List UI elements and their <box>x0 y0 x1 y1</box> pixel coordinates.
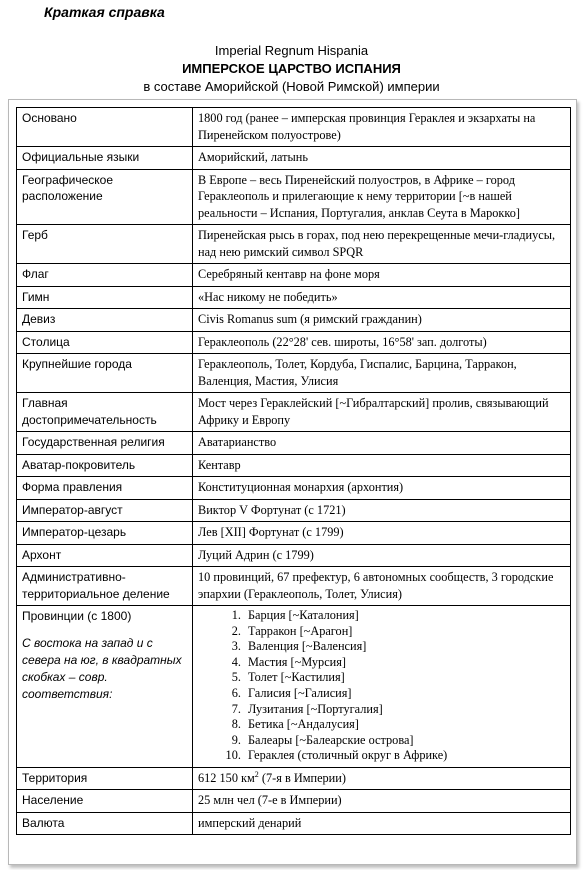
row-value: В Европе – весь Пиренейский полуостров, в Африке – город Гераклеополь и прилегающие к нему территории [~в нашей реальности – Испания, Португалия, анклав Сеута в Марокко] <box>193 169 571 225</box>
row-value: Пиренейская рысь в горах, под нею перекрещенные мечи-гладиусы, над нею римский символ SPQR <box>193 225 571 264</box>
list-item: 9. Балеары [~Балеарские острова] <box>244 733 565 749</box>
list-item: 4. Мастия [~Мурсия] <box>244 655 565 671</box>
list-item: 6. Галисия [~Галисия] <box>244 686 565 702</box>
title-subtitle: в составе Аморийской (Новой Римской) империи <box>143 79 440 94</box>
row-value: Лев [XII] Фортунат (с 1799) <box>193 522 571 545</box>
table-row <box>17 544 571 567</box>
area-value: 612 150 км <box>198 770 255 785</box>
provinces-list-cell <box>193 606 571 768</box>
table-row <box>17 169 571 225</box>
row-key: Валюта <box>17 812 193 835</box>
list-item: 8. Бетика [~Андалусия] <box>244 717 565 733</box>
table-row <box>17 812 571 835</box>
row-value: Виктор V Фортунат (с 1721) <box>193 499 571 522</box>
provinces-note: С востока на запад и с севера на юг, в квадратных скобках – совр. соответствия: <box>22 635 182 701</box>
list-item: 5. Толет [~Кастилия] <box>244 670 565 686</box>
row-value: Кентавр <box>193 454 571 477</box>
fact-sheet <box>8 99 577 865</box>
row-key: Аватар-покровитель <box>17 454 193 477</box>
list-item: 10. Гераклея (столичный округ в Африке) <box>244 748 565 764</box>
row-key: Географическое расположение <box>17 169 193 225</box>
document-title <box>0 42 583 96</box>
row-key: Император-август <box>17 499 193 522</box>
table-row <box>17 309 571 332</box>
row-key: Гимн <box>17 286 193 309</box>
row-key: Официальные языки <box>17 147 193 170</box>
row-value: Луций Адрин (с 1799) <box>193 544 571 567</box>
table-row <box>17 767 571 790</box>
table-row <box>17 354 571 393</box>
list-item: 3. Валенция [~Валенсия] <box>244 639 565 655</box>
area-rank: (7-я в Империи) <box>258 770 346 785</box>
provinces-list <box>198 608 565 764</box>
list-item: 1. Барция [~Каталония] <box>244 608 565 624</box>
row-value: Гераклеополь, Толет, Кордуба, Гиспалис, Барцина, Тарракон, Валенция, Мастия, Улисия <box>193 354 571 393</box>
row-value: Гераклеополь (22°28' сев. широты, 16°58' зап. долготы) <box>193 331 571 354</box>
table-row <box>17 331 571 354</box>
row-value <box>193 767 571 790</box>
table-row <box>17 264 571 287</box>
table-row <box>17 499 571 522</box>
title-latin: Imperial Regnum Hispania <box>214 43 369 58</box>
table-row <box>17 432 571 455</box>
row-key: Форма правления <box>17 477 193 500</box>
provinces-key <box>17 606 193 768</box>
row-key: Административно-территориальное деление <box>17 567 193 606</box>
row-value: 10 провинций, 67 префектур, 6 автономных сообществ, 3 городские эпархии (Гераклеополь, Толет, Улисия) <box>193 567 571 606</box>
table-row <box>17 522 571 545</box>
table-row <box>17 477 571 500</box>
row-value: «Нас никому не победить» <box>193 286 571 309</box>
row-key: Архонт <box>17 544 193 567</box>
row-value: 25 млн чел (7-е в Империи) <box>193 790 571 813</box>
area-unit-exponent: 2 <box>254 769 259 779</box>
row-key: Территория <box>17 767 193 790</box>
table-row <box>17 454 571 477</box>
row-value: Civis Romanus sum (я римский гражданин) <box>193 309 571 332</box>
table-row <box>17 286 571 309</box>
table-row <box>17 225 571 264</box>
row-key: Император-цезарь <box>17 522 193 545</box>
facts-table <box>16 107 571 835</box>
list-item: 7. Лузитания [~Португалия] <box>244 702 565 718</box>
provinces-label: Провинции (с 1800) <box>22 609 132 623</box>
row-key: Главная достопримечательность <box>17 393 193 432</box>
row-key: Основано <box>17 108 193 147</box>
row-key: Население <box>17 790 193 813</box>
row-key: Крупнейшие города <box>17 354 193 393</box>
provinces-row <box>17 606 571 768</box>
table-row <box>17 393 571 432</box>
row-value: Аватарианство <box>193 432 571 455</box>
row-value: Конституционная монархия (архонтия) <box>193 477 571 500</box>
row-key: Флаг <box>17 264 193 287</box>
table-row <box>17 567 571 606</box>
table-row <box>17 790 571 813</box>
row-value: Аморийский, латынь <box>193 147 571 170</box>
row-key: Девиз <box>17 309 193 332</box>
row-key: Герб <box>17 225 193 264</box>
table-row <box>17 147 571 170</box>
list-item: 2. Тарракон [~Арагон] <box>244 624 565 640</box>
row-value: 1800 год (ранее – имперская провинция Гераклея и экзархаты на Пиренейском полуострове) <box>193 108 571 147</box>
title-russian: ИМПЕРСКОЕ ЦАРСТВО ИСПАНИЯ <box>182 61 401 76</box>
section-heading: Краткая справка <box>44 4 165 20</box>
row-value: Серебряный кентавр на фоне моря <box>193 264 571 287</box>
row-key: Государственная религия <box>17 432 193 455</box>
row-value: имперский денарий <box>193 812 571 835</box>
row-key: Столица <box>17 331 193 354</box>
table-row <box>17 108 571 147</box>
row-value: Мост через Гераклейский [~Гибралтарский] пролив, связывающий Африку и Европу <box>193 393 571 432</box>
